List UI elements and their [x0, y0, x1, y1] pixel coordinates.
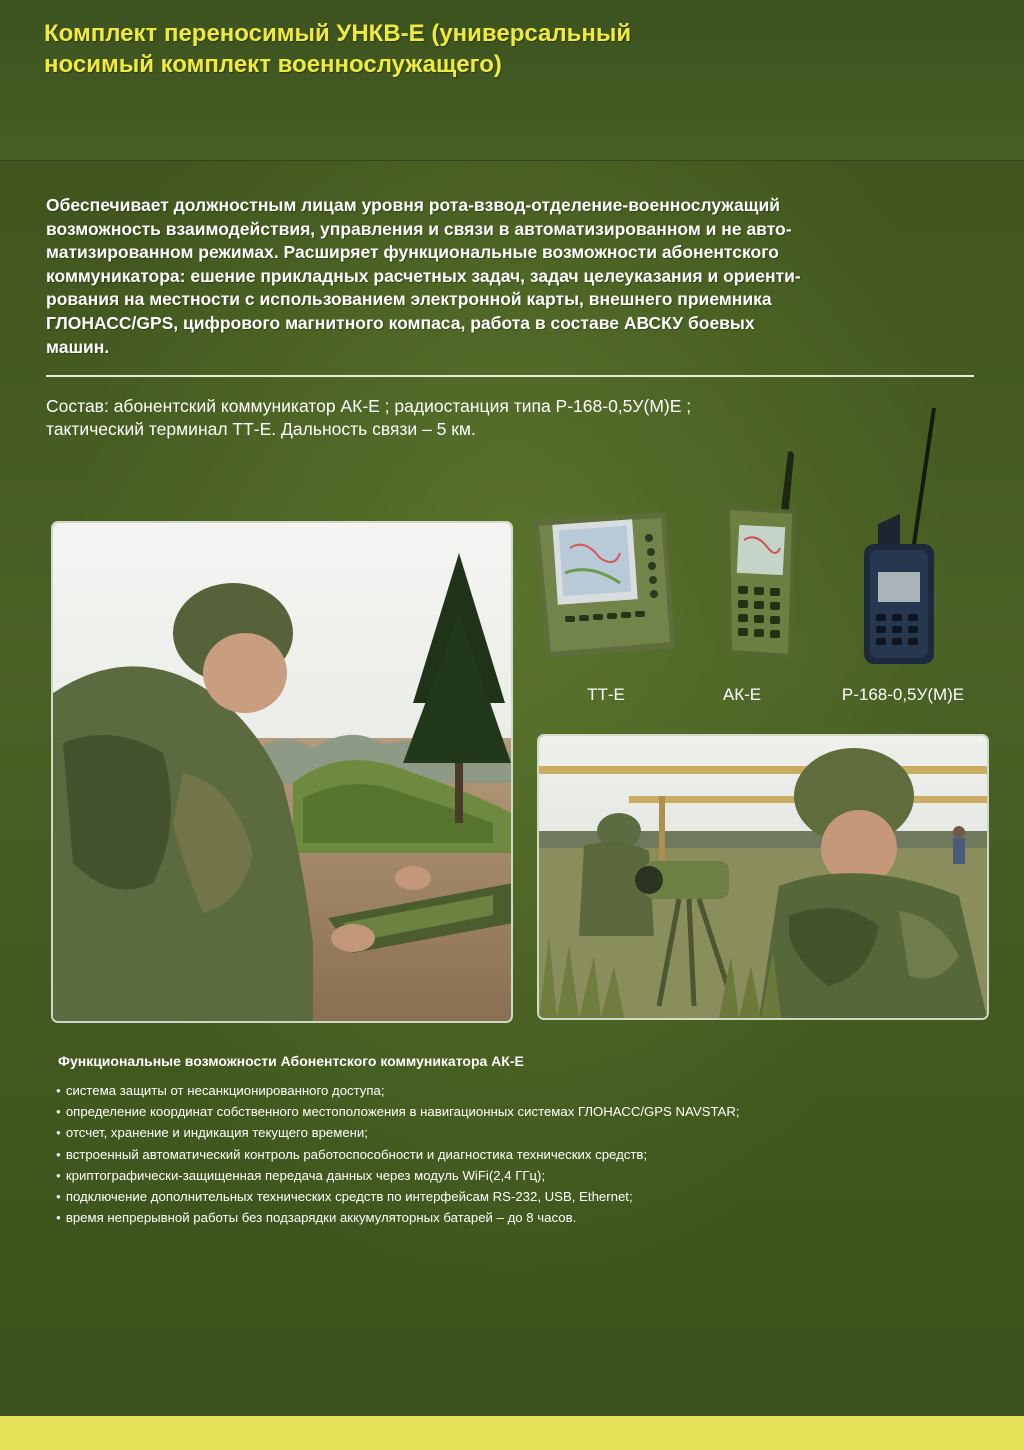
device-label-r-168: Р-168-0,5У(М)Е	[841, 685, 965, 704]
intro-paragraph: Обеспечивает должностным лицам уровня рота-взвод-отделение-военнослужащий возможность взаимодействия, управления и связи в автоматизированном и не авто- матизированном режимах. Расширяет функциональные возможности абонентского коммуникатора: ешение прикладных расчетных задач, задач целеуказания и ориенти- рования на местности с использованием электронной карты, внешнего приемника ГЛОНАСС/GPS, цифрового магнитного компаса, работа в составе АВСКУ боевых машин.	[46, 195, 801, 357]
device-label-tt-e: ТТ-Е	[587, 685, 625, 704]
features-list	[56, 1080, 996, 1228]
feature-item: ● система защиты от несанкционированного доступа;	[56, 1080, 996, 1101]
soldier-tablet-photo	[51, 521, 513, 1023]
footer-strip	[0, 1416, 1024, 1450]
feature-item: ● отсчет, хранение и индикация текущего времени;	[56, 1122, 996, 1143]
feature-item: ● встроенный автоматический контроль работоспособности и диагностика технических средств;	[56, 1144, 996, 1165]
feature-item: ● определение координат собственного местоположения в навигационных системах ГЛОНАСС/GPS NAVSTAR;	[56, 1101, 996, 1122]
r-168-radio-image	[856, 404, 946, 674]
soldiers-field-photo	[537, 734, 989, 1020]
divider-line	[46, 375, 974, 377]
feature-item: ● подключение дополнительных технических средств по интерфейсам RS-232, USB, Ethernet;	[56, 1186, 996, 1207]
features-heading: Функциональные возможности Абонентского коммуникатора АК-Е	[58, 1053, 524, 1069]
feature-item: ● время непрерывной работы без подзарядки аккумуляторных батарей – до 8 часов.	[56, 1207, 996, 1228]
feature-item: ● криптографически-защищенная передача данных через модуль WiFi(2,4 ГГц);	[56, 1165, 996, 1186]
device-label-ak-e: АК-Е	[722, 685, 762, 704]
page-title: Комплект переносимый УНКВ-Е (универсальный носимый комплект военнослужащего)	[44, 20, 632, 78]
ak-e-communicator-image	[716, 448, 806, 668]
composition-text: Состав: абонентский коммуникатор АК-Е ; радиостанция типа Р-168-0,5У(М)Е ; тактический терминал ТТ-Е. Дальность связи – 5 км.	[46, 396, 692, 439]
tt-e-terminal-image	[525, 508, 685, 671]
